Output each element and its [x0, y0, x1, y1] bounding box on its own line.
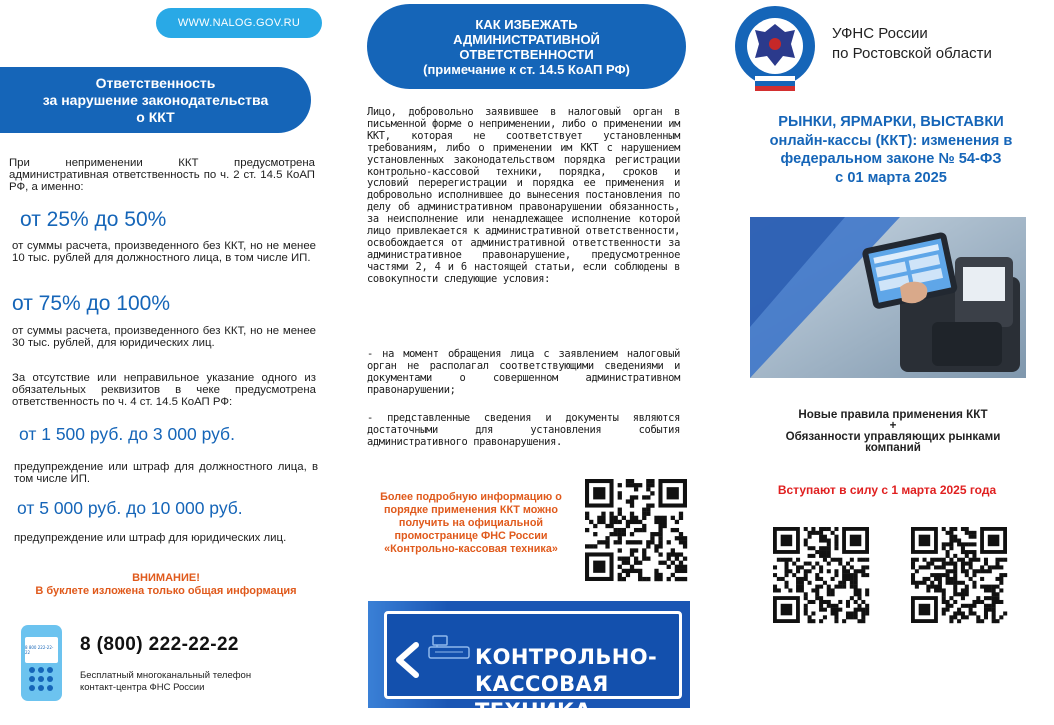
new-rules-line2: Обязанности управляющих рынками	[785, 430, 1001, 443]
warning-title: ВНИМАНИЕ!	[132, 572, 200, 584]
org-name-line2: по Ростовской области	[832, 45, 992, 62]
phone-screen-text: 8 800 222-22-22	[25, 637, 58, 663]
avoid-header-line4: (примечание к ст. 14.5 КоАП РФ)	[423, 61, 630, 77]
qr-code-icon[interactable]	[911, 527, 1007, 623]
qr-code-icon[interactable]	[585, 479, 687, 581]
avoid-condition-1: - на момент обращения лица с заявлением налоговый орган не располагал соответствующими сведениями и документами о совершенном административном правонарушении;	[367, 348, 680, 396]
fine-75-100-desc: от суммы расчета, произведенного без ККТ, но не менее 30 тыс. рублей, для юридических лиц.	[12, 325, 316, 349]
kkt-promo-banner[interactable]	[368, 601, 690, 723]
pos-terminal-photo	[750, 217, 1026, 378]
banner-frame	[384, 611, 682, 723]
liability-intro: При неприменении ККТ предусмотрена административная ответственность по ч. 2 ст. 14.5 КоАП РФ, а именно:	[9, 157, 315, 193]
qr-code-icon[interactable]	[773, 527, 869, 623]
new-rules-plus: +	[889, 419, 897, 432]
warning-text: В буклете изложена только общая информация	[35, 585, 297, 597]
leaflet-title-line4: с 01 марта 2025	[835, 169, 947, 186]
fine-5000-10000: от 5 000 руб. до 10 000 руб.	[17, 498, 243, 518]
effective-date-note: Вступают в силу с 1 марта 2025 года	[777, 483, 997, 497]
org-name	[832, 24, 992, 64]
chevron-left-icon	[392, 642, 422, 678]
emblem-icon	[733, 4, 817, 92]
fine-1500-3000: от 1 500 руб. до 3 000 руб.	[19, 424, 235, 444]
leaflet-title-line3: федеральном законе № 54-ФЗ	[780, 151, 1002, 167]
fine-25-50: от 25% до 50%	[20, 208, 167, 231]
hotline-description	[80, 670, 300, 694]
requisites-intro: За отсутствие или неправильное указание одного из обязательных реквизитов в чеке предусмотрена ответственность по ч. 4 ст. 14.5 КоАП РФ:	[12, 372, 316, 408]
liability-header-line3: о ККТ	[136, 108, 175, 125]
promo-page-note: Более подробную информацию о порядке применения ККТ можно получить на официальной промостранице ФНС России «Контрольно-кассовая техника»	[380, 491, 562, 555]
cash-register-icon	[427, 634, 471, 660]
avoid-header-line2: АДМИНИСТРАТИВНОЙ	[453, 31, 600, 47]
new-rules-line3: компаний	[865, 441, 921, 454]
hotline-number[interactable]: 8 (800) 222-22-22	[80, 634, 239, 655]
liability-header-line2: за нарушение законодательства	[42, 91, 269, 108]
phone-icon	[21, 625, 62, 701]
liability-header-line1: Ответственность	[95, 74, 216, 91]
avoid-liability-header	[367, 4, 686, 89]
fine-5000-10000-desc: предупреждение или штраф для юридических лиц.	[14, 532, 287, 544]
banner-line2: КАССОВАЯ ТЕХНИКА	[475, 672, 609, 723]
warning-block	[10, 572, 322, 598]
liability-header	[0, 67, 311, 133]
site-url-badge[interactable]: WWW.NALOG.GOV.RU	[156, 8, 322, 38]
banner-title	[475, 644, 679, 725]
phone-keypad	[29, 667, 55, 691]
fine-25-50-desc: от суммы расчета, произведенного без ККТ, но не менее 10 тыс. рублей для должностного лица, в том числе ИП.	[12, 240, 316, 264]
org-name-line1: УФНС России	[832, 25, 928, 42]
fine-75-100: от 75% до 100%	[12, 292, 171, 315]
fine-1500-3000-desc: предупреждение или штраф для должностного лица, в том числе ИП.	[14, 461, 318, 485]
new-rules-block	[755, 409, 1031, 453]
avoid-condition-2: - представленные сведения и документы являются достаточными для установления события административного правонарушения.	[367, 412, 680, 448]
leaflet-title-line2: онлайн-кассы (ККТ): изменения в	[769, 132, 1013, 149]
hotline-desc-line1: Бесплатный многоканальный телефон	[80, 670, 252, 681]
avoid-paragraph-main: Лицо, добровольно заявившее в налоговый орган в письменной форме о неприменении, либо о применении им ККТ, которая не соответствует установленным требованиям, либо о применении им ККТ с нарушением установленных законодательством порядка регистрации контрольно-кассовой техники, порядка, сроков и условий перерегистрации и порядка ее применения и добровольно исполнившее до вынесения постановления по делу об административном правонарушении обязанность, за неисполнение или ненадлежащее исполнение которой лицо привлекается к административной ответственности, освобождается от административной ответственности за административное правонарушение, предусмотренное частями 2, 4 и 6 настоящей статьи, если соблюдены в совокупности следующие условия:	[367, 106, 681, 285]
leaflet-title	[750, 113, 1032, 187]
hotline-desc-line2: контакт-центра ФНС России	[80, 682, 205, 693]
banner-line1: КОНТРОЛЬНО-	[475, 645, 658, 669]
new-rules-line1: Новые правила применения ККТ	[798, 408, 988, 421]
leaflet-title-line1: РЫНКИ, ЯРМАРКИ, ВЫСТАВКИ	[778, 114, 1004, 130]
avoid-header-line3: ОТВЕТСТВЕННОСТИ	[459, 46, 594, 62]
avoid-header-line1: КАК ИЗБЕЖАТЬ	[475, 16, 578, 32]
